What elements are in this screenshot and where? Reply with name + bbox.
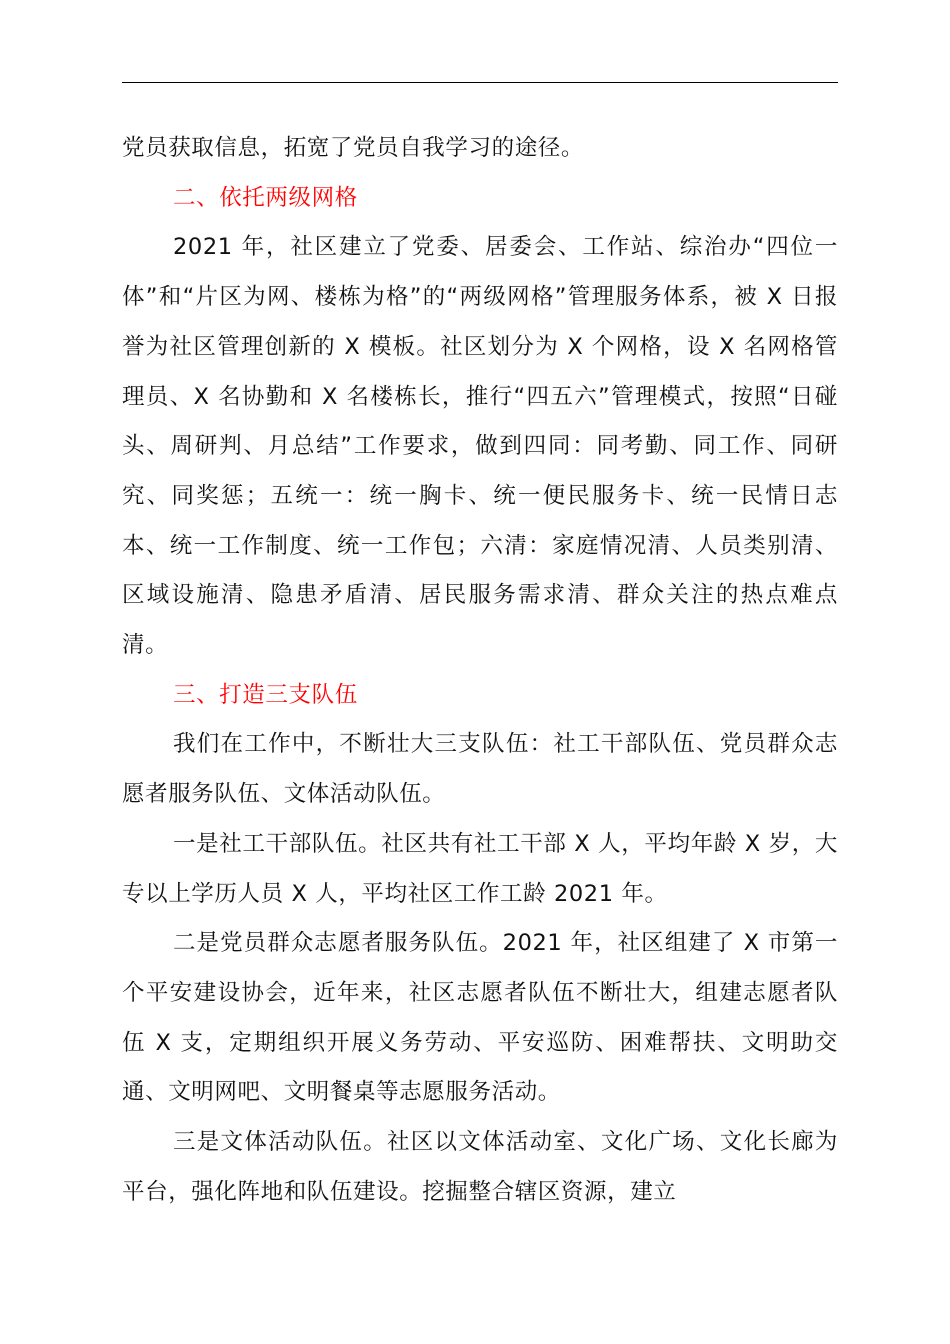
header-rule	[122, 82, 838, 83]
document-body	[122, 124, 838, 1217]
paragraph-continuation: 党员获取信息，拓宽了党员自我学习的途径。	[122, 135, 585, 161]
section-heading-2: 二、依托两级网格	[173, 184, 358, 211]
paragraph-three-teams-intro: 我们在工作中，不断壮大三支队伍：社工干部队伍、党员群众志愿者服务队伍、文体活动队伍。	[122, 731, 838, 808]
paragraph-volunteers: 二是党员群众志愿者服务队伍。2021 年，社区组建了 X 市第一个平安建设协会，近年来，社区志愿者队伍不断壮大，组建志愿者队伍 X 支，定期组织开展义务劳动、平安巡防、困难帮扶、文明助交通、文明网吧、文明餐桌等志愿服务活动。	[122, 930, 838, 1106]
paragraph-culture-sports: 三是文体活动队伍。社区以文体活动室、文化广场、文化长廊为平台，强化阵地和队伍建设。挖掘整合辖区资源，建立	[122, 1129, 838, 1205]
section-heading-3: 三、打造三支队伍	[173, 681, 358, 708]
paragraph-social-workers: 一是社工干部队伍。社区共有社工干部 X 人，平均年龄 X 岁，大专以上学历人员 X 人，平均社区工作工龄 2021 年。	[122, 830, 838, 907]
paragraph-two-level-grid: 2021 年，社区建立了党委、居委会、工作站、综治办“四位一体”和“片区为网、楼栋为格”的“两级网格”管理服务体系，被 X 日报誉为社区管理创新的 X 模板。社区划分为 X 个网格，设 X 名网格管理员、X 名协勤和 X 名楼栋长，推行“四五六”管理模式，按照“日碰头、周研判、月总结”工作要求，做到四同：同考勤、同工作、同研究、同奖惩；五统一：统一胸卡、统一便民服务卡、统一民情日志本、统一工作制度、统一工作包；六清：家庭情况清、人员类别清、区域设施清、隐患矛盾清、居民服务需求清、群众关注的热点难点清。	[122, 234, 838, 659]
